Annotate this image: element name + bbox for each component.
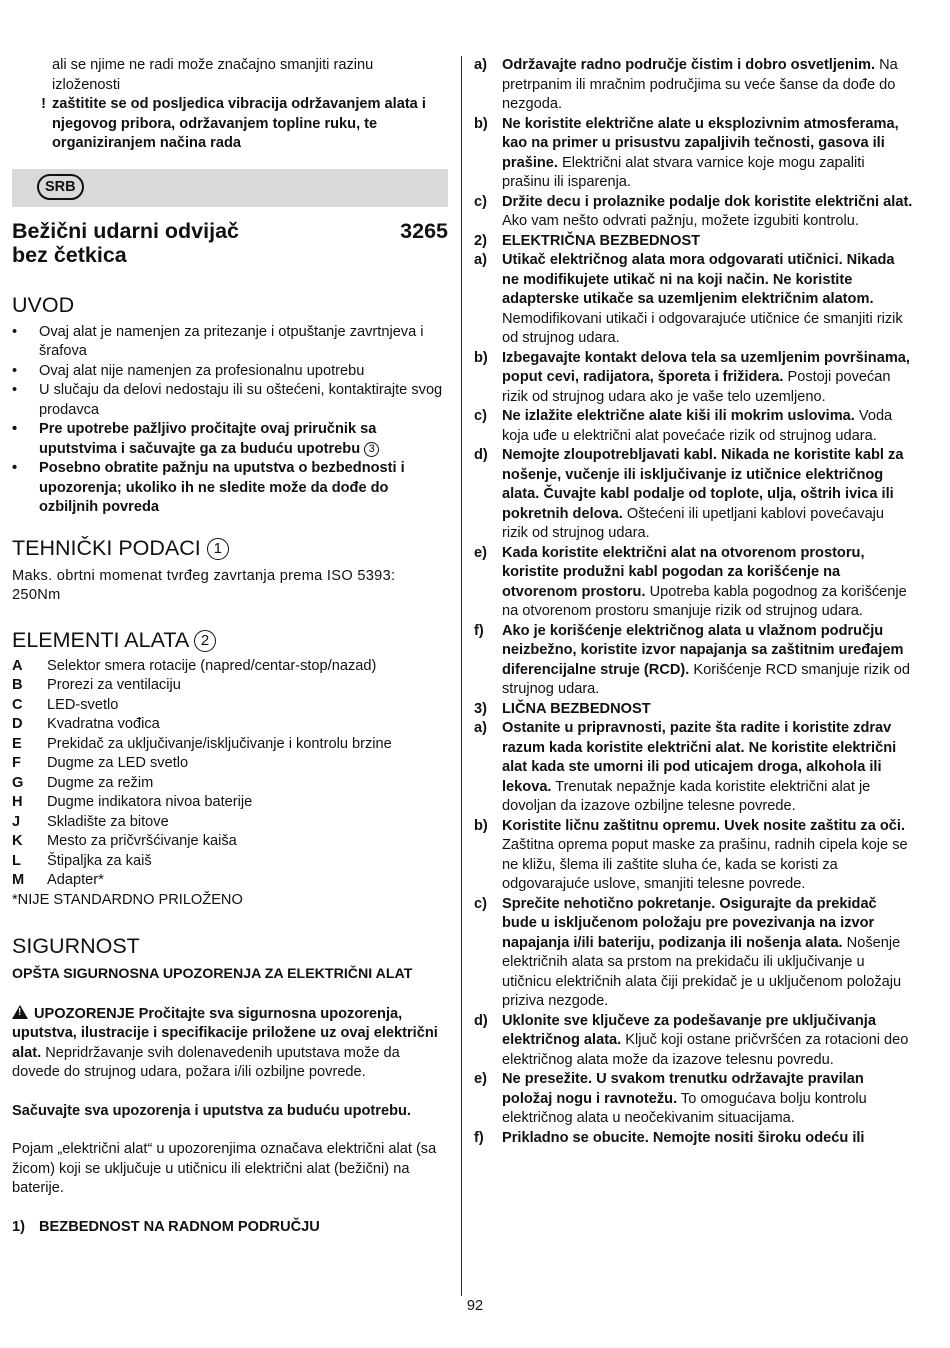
item-text <box>502 446 914 544</box>
item-normal-text: Oštećeni ili upetljani kablovi povećavaju rizik od strujnog udara. <box>502 505 885 541</box>
item-marker: d) <box>474 447 488 463</box>
item-bold-text: Utikač električnog alata mora odgovarati utičnici. Nikada ne modifikujete utikač ni na koji način. Ne koristite adapterske utikače sa uzemljenim električnim alatom. <box>502 252 895 307</box>
element-item <box>12 715 448 735</box>
item-normal-text: Ključ koji ostane pričvršćen za rotacioni deo električnog alata može da izazove telesnu povredu. <box>502 1032 909 1068</box>
product-title-line-1: Bežični udarni odvijač <box>12 218 239 243</box>
item-marker: d) <box>474 1012 488 1029</box>
item-bold-text: ELEKTRIČNA BEZBEDNOST <box>502 232 701 249</box>
item-text <box>502 115 914 193</box>
item-bold-text: Nemojte zloupotrebljavati kabl. Nikada ne koristite kabl za nošenje, vučenje ili isključivanje iz utičnice električnog alata. Čuvajte kabl podalje od toplote, ulja, oštrih ivica ili pokretnih delova. <box>502 447 904 522</box>
elements-note: *NIJE STANDARDNO PRILOŽENO <box>12 891 243 908</box>
safety-item <box>474 251 914 349</box>
intro-bullet-text <box>39 362 364 382</box>
item-marker: b) <box>474 817 488 834</box>
item-text <box>502 817 914 895</box>
bullet-mark: • <box>12 460 18 476</box>
element-item <box>12 696 448 716</box>
item-normal-text: Upotreba kabla pogodnog za korišćenje na otvorenom prostoru smanjuje rizik od strujnog udara. <box>502 583 907 619</box>
item-text <box>502 895 914 1012</box>
item-marker: a) <box>474 252 487 268</box>
safety-item <box>474 56 914 115</box>
intro-bullet <box>12 420 448 459</box>
element-key: K <box>12 833 23 849</box>
figure-ref-3: 3 <box>364 442 379 457</box>
element-label: Prekidač za uključivanje/isključivanje i kontrolu brzine <box>47 735 392 752</box>
item-text <box>502 251 914 349</box>
item-normal-text: Nošenje električnih alata sa prstom na prekidaču ili uključivanje u utičnicu električnih alata čiji prekidač je u uključenom položaju priziva nezgode. <box>502 934 902 1009</box>
intro-bullet <box>12 323 448 362</box>
item-text <box>502 232 700 252</box>
element-item <box>12 676 448 696</box>
item-normal-text: Električni alat stvara varnice koje mogu zapaliti prašinu ili isparenja. <box>502 154 865 190</box>
item-bold-text: Ostanite u pripravnosti, pazite šta radite i koristite zdrav razum kada koristite električni alat. Ne koristite električni alat kada ste umorni ili pod uticajem droga, alkohola ili lekova. <box>502 720 897 795</box>
item-normal-text: Ako vam nešto odvrati pažnju, možete izgubiti kontrolu. <box>502 213 859 229</box>
bullet-mark: • <box>12 323 18 340</box>
product-title-line-2: bez četkica <box>12 242 127 267</box>
bullet-mark: • <box>12 362 18 379</box>
element-label: Skladište za bitove <box>47 813 169 830</box>
element-item <box>12 754 448 774</box>
item-marker: 3) <box>474 700 487 717</box>
element-item <box>12 793 448 813</box>
item-marker: a) <box>474 720 487 736</box>
item-bold-text: Uklonite sve ključeve za podešavanje pre uključivanja električnog alata. <box>502 1012 876 1048</box>
language-bar <box>12 169 448 207</box>
item-marker: 2) <box>474 232 487 249</box>
tech-heading-text: TEHNIČKI PODACI <box>12 535 201 560</box>
vibration-note <box>12 95 448 154</box>
intro-bullet-label: Ovaj alat je namenjen za pritezanje i otpuštanje zavrtnjeva i šrafova <box>39 323 424 359</box>
left-column <box>12 56 448 1237</box>
item-text <box>502 193 914 232</box>
element-item <box>12 852 448 872</box>
intro-bullet <box>12 362 448 382</box>
item-marker: f) <box>474 1129 484 1146</box>
figure-ref-2: 2 <box>194 630 216 652</box>
intro-bullet-label: Pre upotrebe pažljivo pročitajte ovaj priručnik sa uputstvima i sačuvajte ga za buduću upotrebu <box>39 421 377 457</box>
term-definition: Pojam „električni alat“ u upozorenjima označava električni alat (sa žicom) koji se uključuje u utičnicu ili električni alat (bežični) na baterije. <box>12 1141 437 1196</box>
tech-spec-text: Maks. obrtni momenat tvrđeg zavrtanja prema ISO 5393: 250Nm <box>12 567 396 603</box>
item-normal-text: Voda koja uđe u električni alat povećaće rizik od strujnog udara. <box>502 408 893 444</box>
right-column <box>474 56 914 1148</box>
item-marker: c) <box>474 895 487 912</box>
intro-bullet-text <box>39 323 448 362</box>
safety-item <box>474 719 914 817</box>
column-divider <box>461 56 462 1296</box>
item-bold-text: Kada koristite električni alat na otvorenom prostoru, koristite produžni kabl pogodan za korišćenje na otvorenom prostoru. <box>502 544 865 600</box>
bullet-mark: • <box>12 421 18 437</box>
element-item <box>12 813 448 833</box>
language-badge: SRB <box>37 174 84 200</box>
item-bold-text: Koristite ličnu zaštitnu opremu. Uvek nosite zaštitu za oči. <box>502 817 906 834</box>
bullet-mark: • <box>12 382 18 398</box>
element-key: E <box>12 735 22 752</box>
element-key: H <box>12 794 23 810</box>
safety-item <box>474 544 914 622</box>
item-bold-text: Ne koristite električne alate u eksplozivnim atmosferama, kao na primer u prisustvu zapaljivih tečnosti, gasova ili prašine. <box>502 115 899 171</box>
exclamation-mark: ! <box>41 96 46 112</box>
continuation-text <box>12 56 448 95</box>
element-label: LED-svetlo <box>47 696 119 713</box>
element-key: J <box>12 813 21 830</box>
intro-bullet-text <box>39 381 448 420</box>
safety-heading: SIGURNOST <box>12 934 140 958</box>
product-title-block <box>12 219 448 267</box>
intro-heading: UVOD <box>12 292 75 317</box>
item-bold-text: Sprečite nehotično pokretanje. Osigurajte da prekidač bude u isključenom položaju pre povezivanja na izvor napajanja i/ili bateriju, podizanja ili nošenja alata. <box>502 895 877 951</box>
item-marker: c) <box>474 408 487 424</box>
element-label: Mesto za pričvršćivanje kaiša <box>47 833 237 849</box>
safety-subheading: OPŠTA SIGURNOSNA UPOZORENJA ZA ELEKTRIČNI ALAT <box>12 966 413 982</box>
item-bold-text: Ne izlažite električne alate kiši ili mokrim uslovima. <box>502 408 855 424</box>
section-1-title: BEZBEDNOST NA RADNOM PODRUČJU <box>39 1218 320 1235</box>
safety-item <box>474 193 914 232</box>
tech-heading <box>12 536 448 561</box>
element-label: Prorezi za ventilaciju <box>47 677 181 693</box>
item-text <box>502 1012 914 1071</box>
safety-item <box>474 349 914 408</box>
element-label: Adapter* <box>47 872 104 888</box>
element-item <box>12 774 448 794</box>
item-normal-text: Na pretrpanim ili mračnim područjima su veće šanse da dođe do nezgoda. <box>502 57 898 112</box>
item-normal-text: Korišćenje RCD smanjuje rizik od strujnog udara. <box>502 661 910 697</box>
safety-item <box>474 446 914 544</box>
warning-paragraph <box>12 1005 448 1083</box>
intro-bullet-text <box>39 420 448 459</box>
page-number: 92 <box>466 1298 484 1314</box>
safety-item <box>474 1129 914 1149</box>
item-text <box>502 700 651 720</box>
element-item <box>12 735 448 755</box>
elements-list <box>12 657 448 891</box>
item-normal-text: Trenutak nepažnje kada koristite električni alat je dovoljan da izazove ozbiljne telesne povrede. <box>502 778 871 814</box>
element-key: D <box>12 716 23 732</box>
model-number: 3265 <box>400 218 448 243</box>
item-text <box>502 1129 865 1149</box>
item-normal-text: Zaštitna oprema poput maske za prašinu, radnih cipela koje se ne kližu, šlema ili zaštite sluha će, kada se koristi za odgovarajuće uslove, smanjiti telesne povrede. <box>502 837 908 892</box>
warning-icon: ! <box>12 1005 28 1019</box>
safety-item <box>474 817 914 895</box>
item-bold-text: LIČNA BEZBEDNOST <box>502 700 651 717</box>
element-key: G <box>12 774 24 791</box>
item-marker: b) <box>474 349 488 366</box>
item-marker: f) <box>474 622 484 639</box>
item-bold-text: Održavajte radno područje čistim i dobro osvetljenim. <box>502 57 876 73</box>
element-label: Štipaljka za kaiš <box>47 852 152 869</box>
section-1-heading <box>12 1218 448 1238</box>
item-text <box>502 349 914 408</box>
intro-bullet-label: Posebno obratite pažnju na uputstva o bezbednosti i upozorenja; ukoliko ih ne sledite može da dođe do ozbiljnih povreda <box>39 460 405 515</box>
safety-item <box>474 115 914 193</box>
item-normal-text: Nemodifikovani utikači i odgovarajuće utičnice će smanjiti rizik od strujnog udara. <box>502 310 903 346</box>
item-normal-text: Postoji povećan rizik od strujnog udara ako je vaše telo uzemljeno. <box>502 369 891 405</box>
save-instructions: Sačuvajte sva upozorenja i uputstva za buduću upotrebu. <box>12 1102 411 1119</box>
element-label: Dugme za režim <box>47 774 154 791</box>
item-text <box>502 1070 914 1129</box>
section-1-number: 1) <box>12 1218 25 1235</box>
element-label: Dugme za LED svetlo <box>47 755 189 771</box>
element-key: C <box>12 696 23 713</box>
section-heading <box>474 232 914 252</box>
item-bold-text: Izbegavajte kontakt delova tela sa uzemljenim površinama, poput cevi, radijatora, šporeta i frižidera. <box>502 349 910 385</box>
warning-body-text: Nepridržavanje svih dolenavedenih uputstava može da dovede do strujnog udara, požara i/ili ozbiljne povrede. <box>12 1044 400 1080</box>
intro-bullet-label: U slučaju da delovi nedostaju ili su oštećeni, kontaktirajte svog prodavca <box>39 382 443 418</box>
item-bold-text: Ne presežite. U svakom trenutku održavajte pravilan položaj nogu i ravnotežu. <box>502 1071 864 1107</box>
intro-bullet-list <box>12 323 448 518</box>
item-marker: e) <box>474 1071 487 1087</box>
element-key: M <box>12 872 25 888</box>
item-text <box>502 544 914 622</box>
safety-item <box>474 622 914 700</box>
element-key: F <box>12 755 21 771</box>
element-key: B <box>12 677 23 693</box>
item-marker: c) <box>474 193 487 210</box>
item-text <box>502 719 914 817</box>
figure-ref-1: 1 <box>207 538 229 560</box>
intro-bullet-text <box>39 459 448 518</box>
intro-bullet-label: Ovaj alat nije namenjen za profesionalnu upotrebu <box>39 362 365 379</box>
item-marker: b) <box>474 115 488 132</box>
element-label: Selektor smera rotacije (napred/centar-stop/nazad) <box>47 657 377 674</box>
safety-item <box>474 407 914 446</box>
vibration-note-text: zaštitite se od posljedica vibracija održavanjem alata i njegovog pribora, održavanjem topline ruku, te organiziranjem načina rada <box>52 96 426 151</box>
safety-item <box>474 1070 914 1129</box>
item-bold-text: Prikladno se obucite. Nemojte nositi široku odeću ili <box>502 1129 865 1146</box>
element-label: Kvadratna vođica <box>47 716 160 732</box>
safety-item <box>474 895 914 1012</box>
item-text <box>502 407 914 446</box>
item-normal-text: To omogućava bolju kontrolu električnog alata u neočekivanim situacijama. <box>502 1090 867 1126</box>
item-bold-text: Ako je korišćenje električnog alata u vlažnom području neizbežno, koristite izvor napajanja sa zaštitnim uređajem diferencijalne struje (RCD). <box>502 622 904 678</box>
intro-bullet <box>12 459 448 518</box>
element-key: L <box>12 852 21 869</box>
item-text <box>502 56 914 115</box>
elements-heading-text: ELEMENTI ALATA <box>12 627 189 652</box>
item-bold-text: Držite decu i prolaznike podalje dok koristite električni alat. <box>502 193 913 210</box>
element-item <box>12 871 448 891</box>
elements-heading <box>12 628 448 653</box>
item-text <box>502 622 914 700</box>
warning-bold-text: UPOZORENJE Pročitajte sva sigurnosna upozorenja, uputstva, ilustracije i specifikacije priložene uz ovaj električni alat. <box>12 1005 438 1061</box>
item-marker: a) <box>474 57 487 73</box>
element-label: Dugme indikatora nivoa baterije <box>47 794 253 810</box>
safety-item <box>474 1012 914 1071</box>
section-heading <box>474 700 914 720</box>
item-marker: e) <box>474 544 487 561</box>
element-item <box>12 657 448 677</box>
element-key: A <box>12 657 23 674</box>
element-item <box>12 832 448 852</box>
continuation-line-1: ali se njime ne radi može značajno smanjiti razinu <box>52 57 374 73</box>
continuation-line-2: izloženosti <box>52 76 121 93</box>
intro-bullet <box>12 381 448 420</box>
